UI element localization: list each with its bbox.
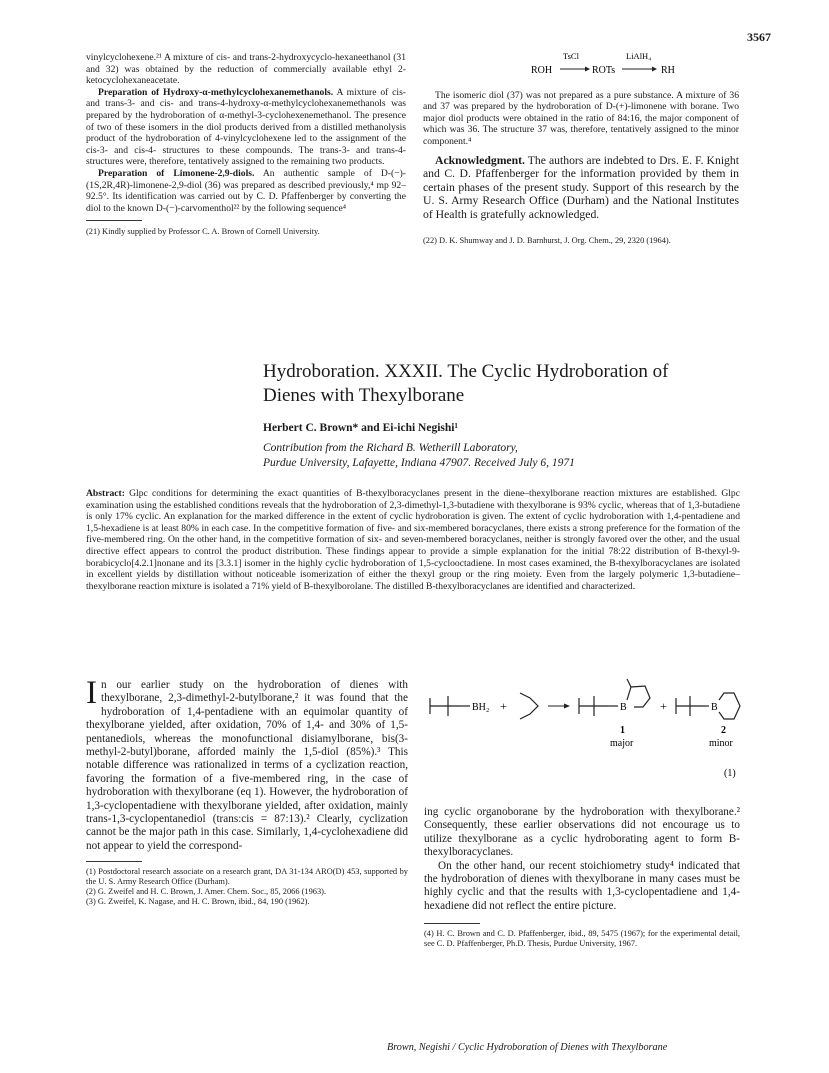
reaction-arrowhead xyxy=(564,704,570,709)
footnote-rule xyxy=(86,220,142,221)
affiliation-line-1: Contribution from the Richard B. Wetherill Laboratory, xyxy=(263,442,518,454)
product-1-label: major xyxy=(610,738,634,749)
article-title xyxy=(263,360,743,408)
footnote-3: (3) G. Zweifel, K. Nagase, and H. C. Brown, ibid., 84, 190 (1962). xyxy=(86,897,310,907)
product-1-number: 1 xyxy=(620,725,625,736)
scheme-start: ROH xyxy=(531,65,553,76)
footnote-4: (4) H. C. Brown and C. D. Pfaffenberger, ibid., 89, 5475 (1967); for the experimental detail, see C. D. Pfaffenberger, Ph.D. Thesis, Purdue University, 1967. xyxy=(424,929,740,949)
section1-heading: Preparation of Hydroxy-α-methylcyclohexanemethanols. xyxy=(98,86,334,98)
section1-text: A mixture of cis- and trans-3- and cis- and trans-4-hydroxy-α-methylcyclohexanemethanols was prepared by the hydroboration of α-methyl-3-cyclohexenemethanol. The presence of two of these isomers in the diol products derived from a distilled methanolysis product of the hydroboration of 4-vinylcyclohexene led to the assignment of the cis-3- and cis-4- structures to these compounds. The trans-3- and trans-4- structures were, therefore, tentatively assigned to the remaining two products. xyxy=(86,86,407,168)
bh2-label: BH₂ xyxy=(472,702,490,713)
title-line-2: Dienes with Thexylborane xyxy=(263,385,465,406)
boron-label-1: B xyxy=(620,702,627,713)
product-2-label: minor xyxy=(709,738,733,749)
intro-body-text: n our earlier study on the hydroboration of dienes with thexylborane, 2,3-dimethyl-2-butylborane,² it was found that the hydroboration of 1,4-pentadiene with an equimolar quantity of thexylborane yielded, after oxidation, 70% of 1,4- and 30% of 1,5-pentanediols, whereas the monofunctional disiamylborane, bis(3-methyl-2-butyl)borane, afforded mainly the 1,5-diol (85%).³ This notable difference was rationalized in terms of a cyclization reaction, favoring the formation of a five-membered ring, in the case of hydroboration with thexylborane (eq 1). However, the hydroboration of 1,3-cyclopentadiene with thexylborane yielded, after oxidation, mainly trans-1,3-cyclopentanediol (trans:cis = 87:13).² Clearly, cyclization cannot be the major path in this case. Similarly, 1,4-cyclohexadiene did not appear to yield the correspond- xyxy=(86,679,408,852)
top-left-column xyxy=(86,52,406,237)
article-header xyxy=(263,360,743,471)
scheme-reagent-1: TsCl xyxy=(563,51,579,61)
body-right-paragraph-2: On the other hand, our recent stoichiometry study⁴ indicated that the hydroboration of dienes with thexylborane in many cases must be highly cyclic and that the results with 1,3-cyclopentadiene and 1,4-hexadiene did not reflect the entire picture. xyxy=(424,859,740,912)
right-footnote-rule xyxy=(424,923,480,924)
abstract-text: Glpc conditions for determining the exact quantities of B-thexylboracyclanes present in the diene–thexylborane reaction mixtures are established. Glpc examination using the established conditions reveals that the hydroboration of 2,3-dimethyl-1,3-butadiene with thexylborane is 93% cyclic, whereas that of 1,3-butadiene is only 17% cyclic. An explanation for the marked difference in the extent of cyclic hydroboration is given. The extent of cyclic hydroboration with 1,4-pentadiene and 1,5-hexadiene is at least 80% in each case. In the competitive formation of five- and six-membered boracyclanes, there exists a strong preference for the formation of the five-membered ring. On the other hand, in the competitive formation of six- and seven-membered boracyclanes, neither is strongly favored over the other, and the usual directive effect appears to control the product distribution. These findings appear to provide a simple explanation for the initial 78:22 distribution of B-thexyl-9-borabicyclo[4.2.1]nonane and its [3.3.1] isomer in the highly cyclic hydroboration of 1,5-cyclooctadiene. In most cases examined, the B-thexylboracyclanes are isolated in excellent yields by distillation without noticeable isomerization of either the thexyl group or the ring moiety. Even from the largely polymeric 1,3-butadiene–thexylborane reaction mixture is isolated a 71% yield of B-thexylborolane. The distilled B-thexylboracyclanes are identified and characterized. xyxy=(86,488,740,592)
equation-1-diagram xyxy=(424,676,744,806)
equation-number: (1) xyxy=(724,768,736,779)
body-left-column xyxy=(86,675,408,907)
drop-cap: I xyxy=(86,675,97,711)
reaction-scheme xyxy=(423,50,739,84)
scheme-arrowhead-1 xyxy=(585,67,590,72)
scheme-end: RH xyxy=(661,65,675,76)
footnote-1: (1) Postdoctoral research associate on a research grant, DA 31-134 ARO(D) 453, supported by the U. S. Army Research Office (Durham). xyxy=(86,867,408,887)
product-2-structure xyxy=(676,693,740,719)
abstract xyxy=(86,488,740,592)
top-right-column xyxy=(423,50,739,246)
thexylborane-structure xyxy=(430,696,470,716)
intro-body-paragraph xyxy=(86,675,408,853)
plus-sign-2: + xyxy=(660,699,667,713)
page-footer: Brown, Negishi / Cyclic Hydroboration of Dienes with Thexylborane xyxy=(387,1042,668,1053)
body-right-column xyxy=(424,806,740,949)
article-authors: Herbert C. Brown* and Ei-ichi Negishi¹ xyxy=(263,422,458,434)
body-right-paragraph-1: ing cyclic organoborane by the hydroboration with thexylborane.² Consequently, these earlier observations did not encourage us to utilize thexylborane as a cyclic hydroborating agent to form B-thexylboracyclanes. xyxy=(424,806,740,859)
pentadiene-structure xyxy=(520,693,538,719)
body-footnote-rule xyxy=(86,861,142,862)
abstract-label: Abstract: xyxy=(86,488,125,499)
footnote-22: (22) D. K. Shumway and J. D. Barnhurst, J. Org. Chem., 29, 2320 (1964). xyxy=(423,235,671,245)
intro-paragraph: vinylcyclohexene.²¹ A mixture of cis- and trans-2-hydroxycyclo-hexaneethanol (31 and 32) was obtained by the reduction of commercially available ethyl 2-ketocyclohexaneacetate. xyxy=(86,52,406,87)
section2-paragraph xyxy=(86,168,406,214)
isomer-paragraph: The isomeric diol (37) was not prepared as a pure substance. A mixture of 36 and 37 was prepared by the hydroboration of D-(+)-limonene with borane. Two major diol products were obtained in the ratio of 84:16, the major component of which was 36. The structure 37 was, therefore, tentatively assigned to the minor component.⁴ xyxy=(423,89,739,147)
scheme-arrowhead-2 xyxy=(652,67,657,72)
plus-sign-1: + xyxy=(500,699,507,713)
ack-text: The authors are indebted to Drs. E. F. Knight and C. D. Pfaffenberger for the information provided by them in certain phases of the present study. Support of this research by the U. S. Army Research Office (Durham) and the National Institutes of Health is gratefully acknowledged. xyxy=(423,153,739,221)
product-2-number: 2 xyxy=(721,725,726,736)
boron-label-2: B xyxy=(711,702,718,713)
title-line-1: Hydroboration. XXXII. The Cyclic Hydroboration of xyxy=(263,361,669,382)
section1-paragraph xyxy=(86,87,406,168)
scheme-reagent-2: LiAlH₄ xyxy=(626,51,652,61)
footnote-21: (21) Kindly supplied by Professor C. A. Brown of Cornell University. xyxy=(86,227,320,237)
footnote-2: (2) G. Zweifel and H. C. Brown, J. Amer. Chem. Soc., 85, 2066 (1963). xyxy=(86,887,327,897)
section2-heading: Preparation of Limonene-2,9-diols. xyxy=(98,167,255,179)
ack-heading: Acknowledgment. xyxy=(435,153,525,167)
page-number: 3567 xyxy=(747,30,771,44)
product-1-structure xyxy=(579,679,650,716)
section2-text: An authentic sample of D-(−)-(1S,2R,4R)-limonene-2,9-diol (36) was prepared as described previously,⁴ mp 92–92.5°. Its identification was carried out by C. D. Pfaffenberger by converting the diol to the known D-(−)-carvomenthol²² by the following sequence⁴ xyxy=(86,167,406,214)
article-affiliation xyxy=(263,441,743,471)
affiliation-line-2: Purdue University, Lafayette, Indiana 47907. Received July 6, 1971 xyxy=(263,457,575,469)
acknowledgment-paragraph xyxy=(423,154,739,222)
scheme-middle: ROTs xyxy=(592,65,616,76)
